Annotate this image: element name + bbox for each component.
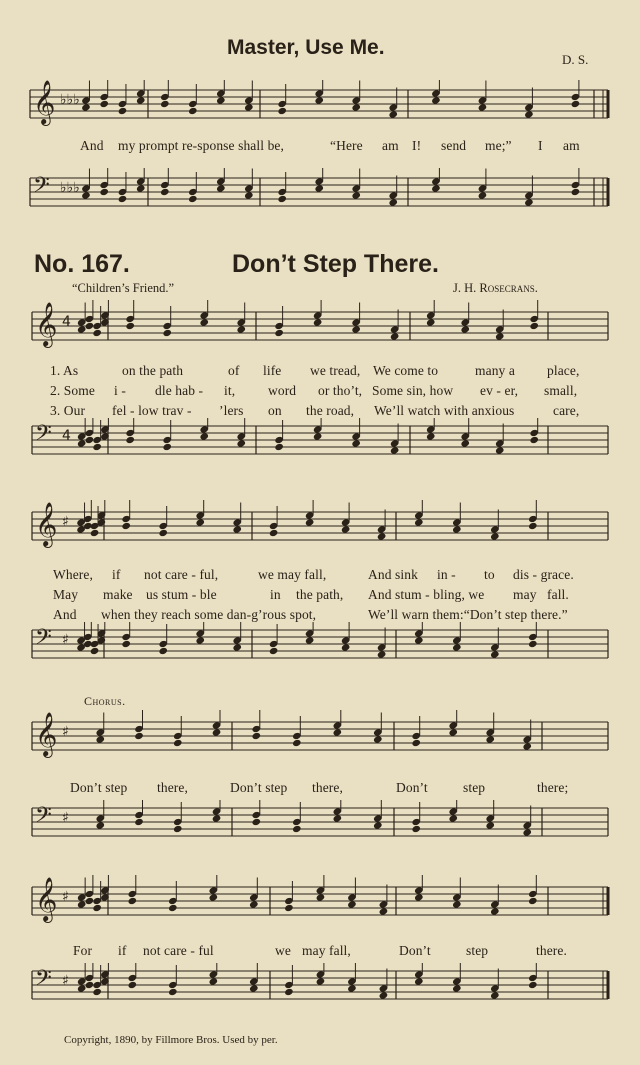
note-head bbox=[373, 735, 383, 743]
note-head bbox=[125, 436, 135, 444]
note-head bbox=[452, 643, 462, 651]
note-head bbox=[212, 728, 222, 736]
staff-bass-chorus bbox=[0, 800, 640, 858]
lyric-syllable: Don’t step bbox=[230, 780, 288, 795]
note-head bbox=[478, 103, 488, 111]
lyric-syllable: my prompt re-sponse shall be, bbox=[118, 138, 284, 153]
note-head bbox=[118, 107, 128, 115]
note-head bbox=[128, 981, 138, 989]
lyric-syllable: We’ll warn them:“Don’t step there.” bbox=[368, 607, 568, 622]
lyric-syllable: to bbox=[484, 567, 495, 582]
note-head bbox=[529, 436, 539, 444]
lyric-syllable: ’lers bbox=[219, 403, 244, 418]
lyric-syllable: 3. Our bbox=[50, 403, 86, 418]
note-head bbox=[460, 439, 470, 447]
lyric-syllable: many a bbox=[475, 363, 515, 378]
note-head bbox=[414, 977, 424, 985]
note-head bbox=[90, 529, 100, 537]
note-head bbox=[136, 184, 146, 192]
note-head bbox=[426, 432, 436, 440]
lyric-syllable: 2. Some bbox=[50, 383, 95, 398]
note-head bbox=[173, 739, 183, 747]
note-head bbox=[121, 640, 131, 648]
lyric-syllable: we bbox=[275, 943, 291, 958]
note-head bbox=[485, 735, 495, 743]
lyric-syllable: dis - grace. bbox=[513, 567, 574, 582]
key-signature-icon: 4 bbox=[62, 314, 71, 330]
lyric-syllable: Where, bbox=[53, 567, 93, 582]
note-head bbox=[232, 643, 242, 651]
note-head bbox=[236, 439, 246, 447]
lyric-syllable: in - bbox=[437, 567, 456, 582]
key-signature-icon: ♭♭♭ bbox=[60, 92, 80, 108]
lyric-syllable: of bbox=[228, 363, 240, 378]
note-head bbox=[92, 443, 102, 451]
lyric-line-top bbox=[80, 138, 104, 154]
note-head bbox=[162, 443, 172, 451]
note-head bbox=[284, 904, 294, 912]
note-head bbox=[81, 191, 91, 199]
key-signature-icon: ♯ bbox=[62, 514, 69, 530]
key-signature-icon: 4 bbox=[62, 428, 71, 444]
lyric-syllable: We’ll watch with anxious bbox=[374, 403, 515, 418]
note-head bbox=[99, 100, 109, 108]
note-head bbox=[347, 900, 357, 908]
note-head bbox=[414, 636, 424, 644]
note-head bbox=[232, 525, 242, 533]
note-head bbox=[160, 188, 170, 196]
lyric-syllable: life bbox=[263, 363, 282, 378]
note-head bbox=[77, 900, 87, 908]
note-head bbox=[528, 640, 538, 648]
note-head bbox=[158, 647, 168, 655]
lyric-syllable: if bbox=[112, 567, 121, 582]
note-head bbox=[199, 318, 209, 326]
hymn-number: No. 167. bbox=[34, 250, 130, 278]
lyric-syllable: the path, bbox=[296, 587, 344, 602]
staff-treble-2 bbox=[0, 500, 640, 562]
lyric-syllable: not care - ful bbox=[143, 943, 214, 958]
lyric-syllable: Don’t bbox=[396, 780, 428, 795]
staff-bass-1 bbox=[0, 418, 640, 476]
note-head bbox=[173, 825, 183, 833]
note-head bbox=[134, 732, 144, 740]
lyric-syllable: “Here bbox=[330, 138, 363, 153]
note-head bbox=[490, 907, 500, 915]
note-head bbox=[351, 191, 361, 199]
lyric-syllable: am bbox=[382, 138, 399, 153]
note-head bbox=[529, 322, 539, 330]
bass-clef-icon: 𝄢 bbox=[35, 966, 52, 996]
note-head bbox=[571, 100, 581, 108]
ds-mark: D. S. bbox=[562, 52, 589, 67]
note-head bbox=[92, 988, 102, 996]
note-head bbox=[136, 96, 146, 104]
lyric-syllable: And sink bbox=[368, 567, 418, 582]
lyric-syllable: dle hab - bbox=[155, 383, 204, 398]
note-head bbox=[118, 195, 128, 203]
lyric-syllable: small, bbox=[544, 383, 578, 398]
note-head bbox=[292, 739, 302, 747]
hymn-title: Don’t Step There. bbox=[232, 250, 439, 278]
note-head bbox=[452, 900, 462, 908]
note-head bbox=[341, 643, 351, 651]
note-head bbox=[373, 821, 383, 829]
key-signature-icon: ♯ bbox=[62, 632, 69, 648]
note-head bbox=[351, 325, 361, 333]
lyric-syllable: For bbox=[73, 943, 93, 958]
note-head bbox=[99, 188, 109, 196]
note-head bbox=[431, 96, 441, 104]
note-head bbox=[274, 329, 284, 337]
note-head bbox=[313, 318, 323, 326]
note-head bbox=[452, 525, 462, 533]
note-head bbox=[431, 184, 441, 192]
lyric-syllable: place, bbox=[547, 363, 580, 378]
staff-bass-2 bbox=[0, 622, 640, 680]
bass-clef-icon: 𝄢 bbox=[35, 421, 52, 451]
note-head bbox=[277, 195, 287, 203]
note-head bbox=[490, 532, 500, 540]
note-head bbox=[95, 821, 105, 829]
note-head bbox=[168, 988, 178, 996]
note-head bbox=[252, 818, 262, 826]
bass-clef-icon: 𝄢 bbox=[35, 625, 52, 655]
note-head bbox=[209, 977, 219, 985]
lyric-syllable: on bbox=[268, 403, 282, 418]
note-head bbox=[188, 195, 198, 203]
note-head bbox=[162, 329, 172, 337]
note-head bbox=[81, 103, 91, 111]
note-head bbox=[252, 732, 262, 740]
copyright-notice: Copyright, 1890, by Fillmore Bros. Used by per. bbox=[64, 1034, 278, 1046]
note-head bbox=[92, 329, 102, 337]
note-head bbox=[158, 529, 168, 537]
lyricist-credit: “Children’s Friend.” bbox=[72, 281, 175, 295]
note-head bbox=[125, 322, 135, 330]
lyric-syllable: we may fall, bbox=[258, 567, 327, 582]
lyric-syllable: We come to bbox=[373, 363, 439, 378]
note-head bbox=[244, 191, 254, 199]
bass-clef-icon: 𝄢 bbox=[35, 803, 52, 833]
note-head bbox=[168, 904, 178, 912]
note-head bbox=[121, 522, 131, 530]
note-head bbox=[195, 636, 205, 644]
note-head bbox=[316, 977, 326, 985]
note-head bbox=[292, 825, 302, 833]
lyric-syllable: make bbox=[103, 587, 133, 602]
note-head bbox=[351, 439, 361, 447]
lyric-syllable: we tread, bbox=[310, 363, 361, 378]
bass-clef-icon: 𝄢 bbox=[33, 173, 50, 203]
note-head bbox=[522, 828, 532, 836]
note-head bbox=[388, 110, 398, 118]
note-head bbox=[314, 96, 324, 104]
note-head bbox=[77, 325, 87, 333]
composer-credit: J. H. Rosecrans. bbox=[453, 281, 538, 295]
key-signature-icon: ♯ bbox=[62, 973, 69, 989]
lyric-syllable: it, bbox=[224, 383, 236, 398]
note-head bbox=[333, 728, 343, 736]
note-head bbox=[495, 332, 505, 340]
lyric-syllable: I! bbox=[412, 138, 422, 153]
note-head bbox=[305, 518, 315, 526]
staff-treble-final bbox=[0, 875, 640, 937]
lyric-syllable: send bbox=[441, 138, 467, 153]
lyric-syllable: am bbox=[563, 138, 580, 153]
note-head bbox=[305, 636, 315, 644]
staff-bass-top bbox=[0, 168, 640, 228]
note-head bbox=[195, 518, 205, 526]
note-head bbox=[216, 96, 226, 104]
note-head bbox=[495, 446, 505, 454]
lyric-syllable: step bbox=[463, 780, 486, 795]
note-head bbox=[571, 188, 581, 196]
note-head bbox=[485, 821, 495, 829]
note-head bbox=[212, 814, 222, 822]
note-head bbox=[85, 436, 95, 444]
note-head bbox=[426, 318, 436, 326]
note-head bbox=[452, 984, 462, 992]
note-head bbox=[90, 647, 100, 655]
note-head bbox=[269, 529, 279, 537]
note-head bbox=[236, 325, 246, 333]
key-signature-icon: ♯ bbox=[62, 889, 69, 905]
note-head bbox=[209, 893, 219, 901]
note-head bbox=[249, 900, 259, 908]
note-head bbox=[77, 984, 87, 992]
note-head bbox=[92, 904, 102, 912]
lyric-syllable: may fall, bbox=[302, 943, 351, 958]
note-head bbox=[390, 446, 400, 454]
note-head bbox=[490, 650, 500, 658]
staff-treble-chorus bbox=[0, 710, 640, 772]
previous-hymn-title: Master, Use Me. bbox=[227, 36, 385, 59]
lyric-syllable: 1. As bbox=[50, 363, 79, 378]
note-head bbox=[460, 325, 470, 333]
key-signature-icon: ♭♭♭ bbox=[60, 180, 80, 196]
lyric-syllable: word bbox=[268, 383, 297, 398]
note-head bbox=[522, 742, 532, 750]
note-head bbox=[341, 525, 351, 533]
lyric-syllable: fall. bbox=[547, 587, 569, 602]
note-head bbox=[351, 103, 361, 111]
treble-clef-icon: 𝄞 bbox=[33, 80, 56, 124]
note-head bbox=[85, 981, 95, 989]
lyric-syllable: care, bbox=[553, 403, 580, 418]
lyric-syllable: or tho’t, bbox=[318, 383, 363, 398]
note-head bbox=[528, 897, 538, 905]
note-head bbox=[379, 907, 389, 915]
lyric-syllable: And bbox=[80, 138, 104, 153]
note-head bbox=[244, 103, 254, 111]
staff-treble-1 bbox=[0, 300, 640, 362]
note-head bbox=[347, 984, 357, 992]
note-head bbox=[284, 988, 294, 996]
note-head bbox=[528, 522, 538, 530]
lyric-syllable: in bbox=[270, 587, 281, 602]
note-head bbox=[411, 739, 421, 747]
treble-clef-icon: 𝄞 bbox=[35, 877, 58, 921]
note-head bbox=[188, 107, 198, 115]
lyric-syllable: And stum - bling, we bbox=[368, 587, 485, 602]
lyric-syllable: may bbox=[513, 587, 537, 602]
note-head bbox=[414, 893, 424, 901]
lyric-syllable: i - bbox=[114, 383, 126, 398]
lyric-syllable: ev - er, bbox=[480, 383, 519, 398]
note-head bbox=[377, 650, 387, 658]
lyric-syllable: when they reach some dan-g’rous spot, bbox=[101, 607, 317, 622]
lyric-syllable: Don’t bbox=[399, 943, 431, 958]
note-head bbox=[316, 893, 326, 901]
key-signature-icon: ♯ bbox=[62, 724, 69, 740]
note-head bbox=[411, 825, 421, 833]
note-head bbox=[390, 332, 400, 340]
lyric-syllable: there, bbox=[157, 780, 188, 795]
lyric-syllable: I bbox=[538, 138, 543, 153]
lyric-syllable: us stum - ble bbox=[146, 587, 217, 602]
lyric-syllable: Don’t step bbox=[70, 780, 128, 795]
lyric-syllable: Some sin, how bbox=[372, 383, 454, 398]
note-head bbox=[95, 735, 105, 743]
note-head bbox=[277, 107, 287, 115]
note-head bbox=[414, 518, 424, 526]
note-head bbox=[77, 439, 87, 447]
note-head bbox=[249, 984, 259, 992]
lyric-syllable: And bbox=[53, 607, 77, 622]
note-head bbox=[134, 818, 144, 826]
lyric-syllable: there. bbox=[536, 943, 567, 958]
lyric-syllable: there; bbox=[537, 780, 569, 795]
note-head bbox=[377, 532, 387, 540]
lyric-syllable: the road, bbox=[306, 403, 355, 418]
treble-clef-icon: 𝄞 bbox=[35, 712, 58, 756]
lyric-syllable: if bbox=[118, 943, 127, 958]
lyric-syllable: there, bbox=[312, 780, 343, 795]
lyric-syllable: fel - low trav - bbox=[112, 403, 192, 418]
note-head bbox=[199, 432, 209, 440]
note-head bbox=[333, 814, 343, 822]
note-head bbox=[269, 647, 279, 655]
key-signature-icon: ♯ bbox=[62, 810, 69, 826]
note-head bbox=[85, 897, 95, 905]
lyric-syllable: me;” bbox=[485, 138, 512, 153]
treble-clef-icon: 𝄞 bbox=[35, 302, 58, 346]
note-head bbox=[448, 814, 458, 822]
lyric-syllable: not care - ful, bbox=[144, 567, 219, 582]
staff-bass-final bbox=[0, 963, 640, 1021]
treble-clef-icon: 𝄞 bbox=[35, 502, 58, 546]
note-head bbox=[128, 897, 138, 905]
lyric-syllable: step bbox=[466, 943, 489, 958]
note-head bbox=[379, 991, 389, 999]
note-head bbox=[528, 981, 538, 989]
note-head bbox=[85, 322, 95, 330]
note-head bbox=[216, 184, 226, 192]
lyric-syllable: on the path bbox=[122, 363, 184, 378]
note-head bbox=[313, 432, 323, 440]
staff-treble-top bbox=[0, 80, 640, 140]
note-head bbox=[448, 728, 458, 736]
note-head bbox=[524, 198, 534, 206]
note-head bbox=[524, 110, 534, 118]
note-head bbox=[160, 100, 170, 108]
note-head bbox=[478, 191, 488, 199]
note-head bbox=[388, 198, 398, 206]
chorus-label: Chorus. bbox=[84, 694, 126, 708]
note-head bbox=[314, 184, 324, 192]
lyric-syllable: May bbox=[53, 587, 79, 602]
note-head bbox=[274, 443, 284, 451]
note-head bbox=[490, 991, 500, 999]
